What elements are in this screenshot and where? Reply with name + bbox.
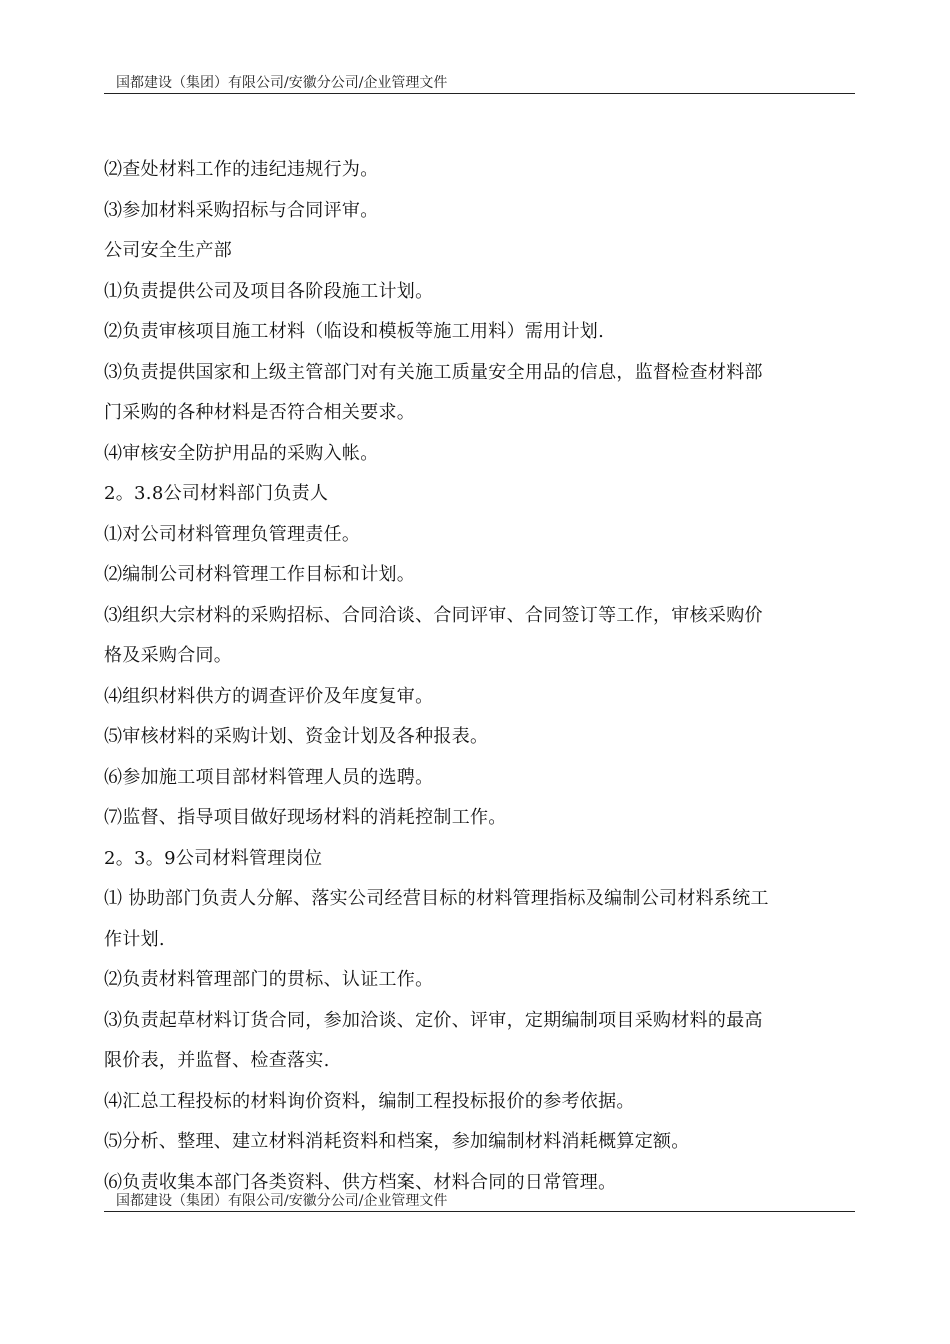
text-line: ⑸分析、整理、建立材料消耗资料和档案，参加编制材料消耗概算定额。 [104,1131,690,1152]
footer-text: 国都建设（集团）有限公司/安徽分公司/企业管理文件 [116,1193,448,1209]
section-heading: 公司安全生产部 [104,240,233,261]
text-line: ⑸审核材料的采购计划、资金计划及各种报表。 [104,726,489,747]
text-line: ⑺监督、指导项目做好现场材料的消耗控制工作。 [104,807,507,828]
document-body [104,150,846,1203]
text-line: ⑷汇总工程投标的材料询价资料，编制工程投标报价的参考依据。 [104,1090,635,1112]
page-footer [104,1192,855,1212]
text-line: ⑵负责审核项目施工材料（临设和模板等施工用料）需用计划. [104,321,605,342]
text-line: ⑶负责起草材料订货合同，参加洽谈、定价、评审，定期编制项目采购材料的最高 [104,1009,763,1031]
text-line: ⑴对公司材料管理负管理责任。 [104,523,361,545]
text-line: ⑴ 协助部门负责人分解、落实公司经营目标的材料管理指标及编制公司材料系统工 [104,888,769,909]
text-line: ⑶负责提供国家和上级主管部门对有关施工质量安全用品的信息，监督检查材料部 [104,361,763,383]
text-line: ⑴负责提供公司及项目各阶段施工计划。 [104,280,434,302]
header-text: 国都建设（集团）有限公司/安徽分公司/企业管理文件 [116,75,448,91]
section-heading: 2。3.8公司材料部门负责人 [104,483,329,504]
text-line: 限价表，并监督、检查落实. [104,1050,330,1071]
text-line: ⑹参加施工项目部材料管理人员的选聘。 [104,766,434,788]
section-heading: 2。3。9公司材料管理岗位 [104,847,323,869]
text-line: ⑵编制公司材料管理工作目标和计划。 [104,564,416,585]
page-header [104,74,855,94]
text-line: ⑵负责材料管理部门的贯标、认证工作。 [104,969,434,990]
text-line: 作计划. [104,928,165,950]
text-line: ⑷组织材料供方的调查评价及年度复审。 [104,685,434,707]
text-line: ⑶组织大宗材料的采购招标、合同洽谈、合同评审、合同签订等工作，审核采购价 [104,604,763,626]
text-line: ⑷审核安全防护用品的采购入帐。 [104,442,379,464]
text-line: ⑵查处材料工作的违纪违规行为。 [104,159,379,180]
text-line: ⑹负责收集本部门各类资料、供方档案、材料合同的日常管理。 [104,1171,617,1193]
text-line: 格及采购合同。 [104,645,233,666]
text-line: 门采购的各种材料是否符合相关要求。 [104,402,416,423]
text-line: ⑶参加材料采购招标与合同评审。 [104,199,379,221]
